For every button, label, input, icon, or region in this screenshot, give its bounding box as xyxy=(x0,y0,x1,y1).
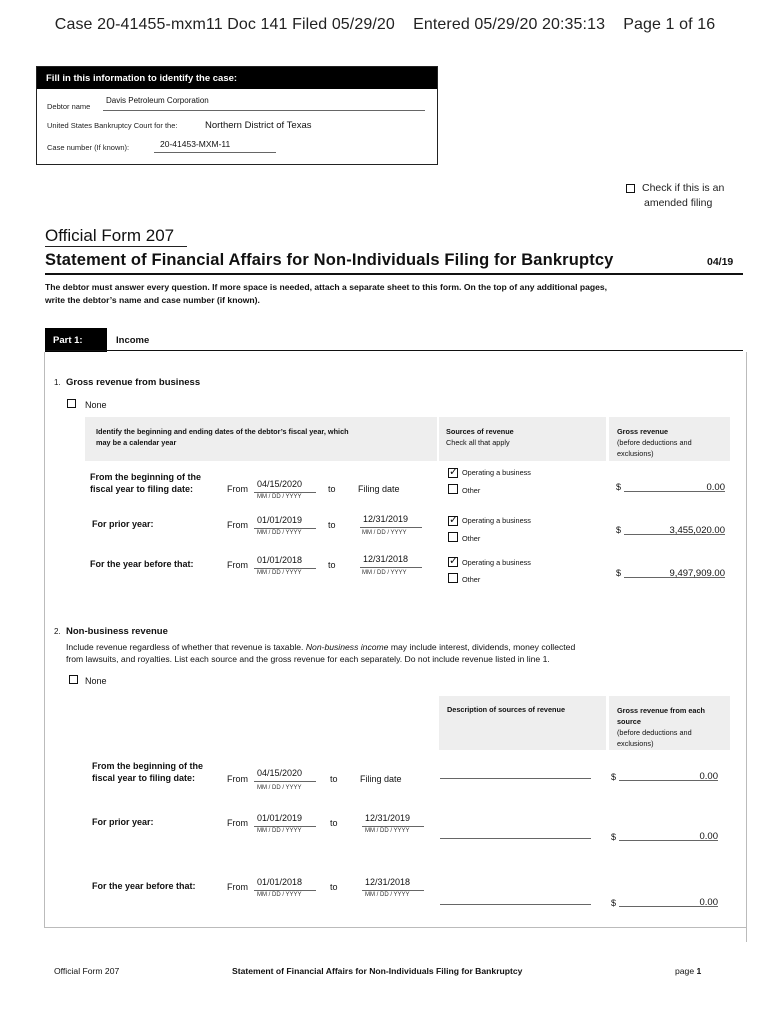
section-bottom-border xyxy=(44,927,746,928)
part-label-box xyxy=(45,328,107,352)
q1-row-label: For the year before that: xyxy=(90,559,194,569)
q2-col-gross-header xyxy=(609,696,730,750)
q1-col-gross-line2: (before deductions and xyxy=(617,438,692,447)
q2-date-format: MM / DD / YYYY xyxy=(257,785,302,791)
q2-description-line1 xyxy=(66,641,575,653)
q2-date-format: MM / DD / YYYY xyxy=(365,828,410,834)
q1-amount: 0.00 xyxy=(706,482,725,493)
q2-col-gross-line4: exclusions) xyxy=(617,739,654,748)
q1-to-date-field[interactable] xyxy=(360,554,422,568)
q2-amount-field[interactable] xyxy=(619,826,718,841)
q1-from-label: From xyxy=(227,560,248,570)
identification-box-title: Fill in this information to identify the case: xyxy=(37,67,437,89)
q1-other-label: Other xyxy=(462,486,481,495)
q2-to-label: to xyxy=(330,882,338,892)
q1-amount-field[interactable] xyxy=(624,520,725,535)
footer-form-title: Statement of Financial Affairs for Non-Individuals Filing for Bankruptcy xyxy=(232,966,523,976)
q1-operating-label: Operating a business xyxy=(462,468,531,477)
q1-col-sources-line1: Sources of revenue xyxy=(446,427,514,436)
amended-checkbox-box[interactable] xyxy=(626,184,635,193)
q1-col-sources-line2: Check all that apply xyxy=(446,438,510,447)
part-rule xyxy=(45,350,743,351)
q1-col-dates-line2: may be a calendar year xyxy=(96,438,177,447)
q2-description-field[interactable] xyxy=(440,828,591,839)
q2-col-gross-line1: Gross revenue from each xyxy=(617,706,706,715)
q1-amount: 9,497,909.00 xyxy=(669,568,725,579)
q1-amount-field[interactable] xyxy=(624,563,725,578)
q1-from-date: 01/01/2019 xyxy=(257,515,303,525)
court-value: Northern District of Texas xyxy=(205,120,312,131)
footer-page xyxy=(675,966,701,976)
q2-col-desc-header xyxy=(439,696,606,750)
section-left-border xyxy=(44,352,45,928)
court-label: United States Bankruptcy Court for the: xyxy=(47,121,178,130)
q1-to-date: 12/31/2019 xyxy=(363,514,409,524)
part-label: Part 1: xyxy=(53,335,83,346)
form-name-underline xyxy=(45,246,187,247)
q1-from-date: 04/15/2020 xyxy=(257,479,303,489)
q2-date-format: MM / DD / YYYY xyxy=(365,892,410,898)
title-rule xyxy=(45,273,743,275)
form-name: Official Form 207 xyxy=(45,226,175,245)
q2-description-field[interactable] xyxy=(440,768,591,779)
q2-none-label: None xyxy=(85,676,107,686)
debtor-name-label: Debtor name xyxy=(47,102,91,111)
case-number-value: 20-41453-MXM-11 xyxy=(160,139,231,149)
q2-date-format: MM / DD / YYYY xyxy=(257,892,302,898)
q2-amount: 0.00 xyxy=(699,897,718,908)
form-title: Statement of Financial Affairs for Non-Individuals Filing for Bankruptcy xyxy=(45,251,614,269)
part-title: Income xyxy=(116,335,150,346)
q2-to-date: 12/31/2018 xyxy=(365,877,411,887)
q2-to-label: to xyxy=(330,774,338,784)
q1-to-label: to xyxy=(328,520,336,530)
q2-from-date: 01/01/2018 xyxy=(257,877,303,887)
q1-col-dates-line1: Identify the beginning and ending dates of the debtor’s fiscal year, which xyxy=(96,427,349,436)
q2-from-date-field[interactable] xyxy=(254,813,316,827)
footer-page-number: 1 xyxy=(696,966,702,976)
q1-from-date-field[interactable] xyxy=(254,479,316,493)
footer-form-name: Official Form 207 xyxy=(54,966,120,976)
q1-col-gross-line3: exclusions) xyxy=(617,449,654,458)
q2-to-date-field[interactable] xyxy=(362,877,424,891)
q1-date-format: MM / DD / YYYY xyxy=(362,530,407,536)
q1-other-checkbox[interactable] xyxy=(448,573,458,583)
q2-from-date: 04/15/2020 xyxy=(257,768,303,778)
amended-filing-label xyxy=(642,181,724,211)
q2-desc-part1: Include revenue regardless of whether that revenue is taxable. xyxy=(66,642,306,652)
q2-description-field[interactable] xyxy=(440,894,591,905)
q2-description xyxy=(66,641,575,665)
instructions xyxy=(45,281,607,307)
q1-to-label: to xyxy=(328,560,336,570)
debtor-name-field[interactable] xyxy=(103,96,425,111)
q2-description-line2: from lawsuits, and royalties. List each source and the gross revenue for each separately. Do not include revenue listed in line 1. xyxy=(66,654,550,664)
q1-date-format: MM / DD / YYYY xyxy=(257,494,302,500)
q2-dollar-sign: $ xyxy=(611,832,617,842)
q1-number: 1. xyxy=(54,378,61,387)
q1-from-label: From xyxy=(227,520,248,530)
q1-operating-label: Operating a business xyxy=(462,516,531,525)
q1-row-label: For prior year: xyxy=(92,519,154,529)
q1-other-checkbox[interactable] xyxy=(448,532,458,542)
q2-amount: 0.00 xyxy=(699,771,718,782)
q2-col-gross-line2: source xyxy=(617,717,641,726)
q2-from-date-field[interactable] xyxy=(254,768,316,782)
q1-none-label: None xyxy=(85,400,107,410)
q2-col-desc-label: Description of sources of revenue xyxy=(447,705,565,714)
q2-from-label: From xyxy=(227,818,248,828)
q1-other-label: Other xyxy=(462,534,481,543)
q2-desc-part3: may include interest, dividends, money collected xyxy=(388,642,576,652)
case-number-label: Case number (If known): xyxy=(47,143,130,152)
q2-row-label-line2: fiscal year to filing date: xyxy=(92,772,196,783)
case-identification-box xyxy=(36,66,438,165)
q2-date-format: MM / DD / YYYY xyxy=(257,828,302,834)
q1-col-gross-header xyxy=(609,417,730,461)
q2-from-date-field[interactable] xyxy=(254,877,316,891)
q1-none-checkbox[interactable] xyxy=(67,399,76,408)
q2-to-date: 12/31/2019 xyxy=(365,813,411,823)
q1-other-label: Other xyxy=(462,575,481,584)
q1-from-date: 01/01/2018 xyxy=(257,555,303,565)
q2-row-label xyxy=(92,761,203,784)
instructions-line1: The debtor must answer every question. If more space is needed, attach a separate sheet to this form. On the top of any additional pages, xyxy=(45,282,608,292)
q1-dollar-sign: $ xyxy=(616,482,622,492)
q2-none-checkbox[interactable] xyxy=(69,675,78,684)
q1-to-date: Filing date xyxy=(358,484,400,494)
q1-row-label-line2: fiscal year to filing date: xyxy=(90,483,194,494)
section-right-border xyxy=(746,352,747,942)
q2-row-label: For the year before that: xyxy=(92,881,196,891)
q2-dollar-sign: $ xyxy=(611,772,617,782)
q1-operating-checkbox[interactable] xyxy=(448,557,458,567)
q2-to-label: to xyxy=(330,818,338,828)
q1-to-date-field[interactable] xyxy=(360,514,422,528)
q2-from-label: From xyxy=(227,774,248,784)
q1-col-gross-line1: Gross revenue xyxy=(617,427,669,436)
q1-from-date-field[interactable] xyxy=(254,555,316,569)
q2-number: 2. xyxy=(54,627,61,636)
q1-col-dates-header xyxy=(85,417,437,461)
q1-row-label xyxy=(90,472,201,495)
q1-to-label: to xyxy=(328,484,336,494)
q1-other-checkbox[interactable] xyxy=(448,484,458,494)
form-version: 04/19 xyxy=(707,256,734,268)
q2-amount-field[interactable] xyxy=(619,892,718,907)
q1-col-sources-header xyxy=(439,417,606,461)
q1-dollar-sign: $ xyxy=(616,525,622,535)
q1-date-format: MM / DD / YYYY xyxy=(362,570,407,576)
debtor-name-value: Davis Petroleum Corporation xyxy=(106,96,209,105)
q2-amount-field[interactable] xyxy=(619,766,718,781)
q2-dollar-sign: $ xyxy=(611,898,617,908)
q2-row-label: For prior year: xyxy=(92,817,154,827)
q1-row-label-line1: From the beginning of the xyxy=(90,472,201,482)
q1-to-date: 12/31/2018 xyxy=(363,554,409,564)
q1-from-date-field[interactable] xyxy=(254,515,316,529)
q1-amount: 3,455,020.00 xyxy=(669,525,725,536)
amended-label-line1: Check if this is an xyxy=(642,182,725,194)
q2-row-label-line1: From the beginning of the xyxy=(92,761,203,771)
q1-amount-field[interactable] xyxy=(624,477,725,492)
case-header: Case 20-41455-mxm11 Doc 141 Filed 05/29/20 Entered 05/29/20 20:35:13 Page 1 of 16 xyxy=(54,16,716,33)
amended-label-line2: amended filing xyxy=(644,197,713,209)
q2-amount: 0.00 xyxy=(699,831,718,842)
footer-page-word: page xyxy=(675,966,697,976)
q1-from-label: From xyxy=(227,484,248,494)
q1-operating-checkbox[interactable] xyxy=(448,516,458,526)
q2-title: Non-business revenue xyxy=(66,626,168,637)
q1-title: Gross revenue from business xyxy=(66,377,201,388)
q1-operating-checkbox[interactable] xyxy=(448,468,458,478)
instructions-line2: write the debtor’s name and case number (if known). xyxy=(45,295,260,305)
q2-from-date: 01/01/2019 xyxy=(257,813,303,823)
q1-operating-label: Operating a business xyxy=(462,558,531,567)
q2-desc-italic: Non-business income xyxy=(305,642,389,652)
q1-dollar-sign: $ xyxy=(616,568,622,578)
q1-date-format: MM / DD / YYYY xyxy=(257,570,302,576)
q2-from-label: From xyxy=(227,882,248,892)
q2-to-date-field[interactable] xyxy=(362,813,424,827)
q2-col-gross-line3: (before deductions and xyxy=(617,728,692,737)
q1-date-format: MM / DD / YYYY xyxy=(257,530,302,536)
q2-to-date: Filing date xyxy=(360,774,402,784)
case-number-field[interactable] xyxy=(154,139,276,153)
